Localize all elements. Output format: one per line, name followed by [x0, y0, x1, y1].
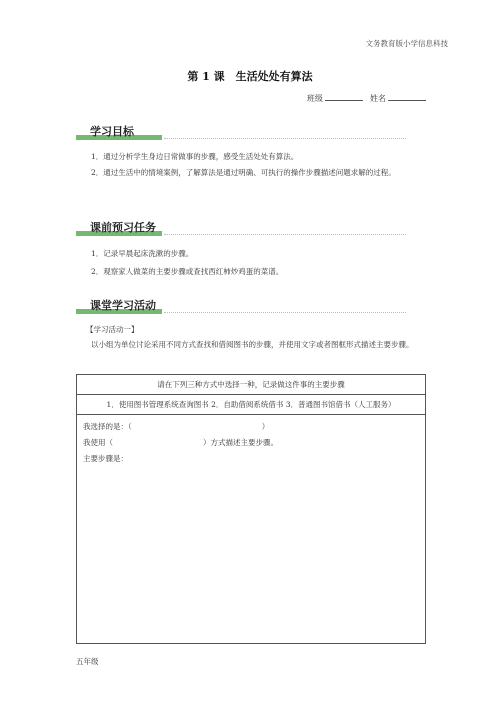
section-header-goals	[76, 122, 406, 142]
class-label: 班级	[306, 94, 323, 103]
section-title: 课前预习任务	[90, 221, 156, 234]
preview-item: 2．观察家人做菜的主要步骤或查找西红柿炒鸡蛋的菜谱。	[91, 267, 284, 276]
preview-item: 1．记录早晨起床洗漱的步骤。	[91, 249, 194, 258]
method-line	[83, 435, 419, 451]
choice-label: 我选择的是：（	[83, 422, 132, 431]
footer-grade: 五年级	[76, 657, 99, 666]
method-suffix: ）方式描述主要步骤。	[203, 438, 278, 447]
worksheet-table	[76, 374, 426, 644]
section-divider	[164, 234, 406, 235]
goal-item: 1．通过分析学生身边日常做事的步骤，感受生活处处有算法。	[91, 152, 299, 161]
class-name-line	[307, 92, 428, 104]
table-header: 请在下列三种方式中选择一种，记录做这件事的主要步骤	[77, 375, 425, 395]
choice-close: ）	[261, 422, 270, 431]
name-label: 姓名	[370, 94, 386, 103]
table-options-row: 1．使用图书管理系统查询图书 2．自助借阅系统借书 3．普通图书馆借书（人工服务）	[77, 395, 425, 415]
section-header-preview	[76, 218, 406, 238]
section-title: 学习目标	[90, 125, 134, 138]
activity-description: 以小组为单位讨论采用不同方式查找和借阅图书的步骤，并使用文字或者图框形式描述主要步骤。	[91, 340, 414, 349]
name-blank[interactable]	[388, 92, 426, 101]
table-answer-area[interactable]	[77, 415, 425, 471]
section-divider	[164, 138, 406, 139]
choice-line	[83, 419, 419, 435]
method-label: 我使用（	[83, 438, 113, 447]
goal-item: 2．通过生活中的情境案例，了解算法是通过明确、可执行的操作步骤描述问题求解的过程。	[91, 168, 396, 177]
header-series-title: 文务教育版小学信息科技	[365, 39, 448, 48]
activity-label: 【学习活动一】	[86, 325, 139, 334]
class-blank[interactable]	[325, 92, 363, 101]
lesson-title: 第 1 课 生活处处有算法	[187, 70, 313, 83]
steps-label: 主要步骤是：	[83, 454, 128, 463]
section-header-activity	[76, 296, 406, 316]
section-divider	[164, 312, 406, 313]
section-title: 课堂学习活动	[90, 299, 156, 312]
